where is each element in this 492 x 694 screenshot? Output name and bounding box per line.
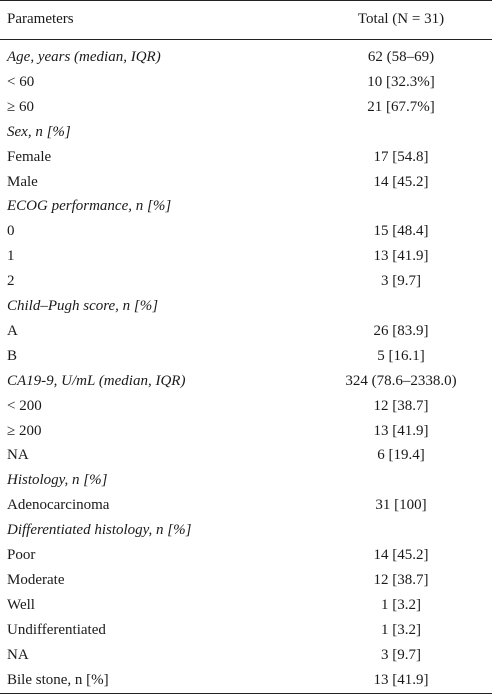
table-row (0, 95, 492, 120)
header-total: Total (N = 31) (357, 11, 445, 27)
row-value: 13 [41.9] (373, 422, 429, 439)
row-parameter: Child–Pugh score, n [%] (7, 298, 159, 314)
row-value: 3 [9.7] (381, 646, 421, 663)
row-value: 15 [48.4] (373, 223, 429, 240)
table-row (0, 419, 492, 444)
table-row (0, 70, 492, 95)
row-value: 21 [67.7%] (367, 98, 435, 115)
row-value: 26 [83.9] (373, 322, 429, 339)
table-row (0, 568, 492, 593)
row-parameter: Adenocarcinoma (7, 497, 110, 514)
table-row (0, 668, 492, 693)
table-row (0, 493, 492, 518)
row-value: 324 (78.6–2338.0) (345, 372, 457, 389)
table-row (0, 344, 492, 369)
row-parameter: Histology, n [%] (7, 472, 108, 489)
table-row (0, 443, 492, 468)
row-parameter: < 60 (7, 73, 35, 90)
row-parameter: 0 (7, 223, 15, 240)
table-row (0, 518, 492, 543)
table-row (0, 394, 492, 419)
table-row (0, 593, 492, 618)
table-row (0, 244, 492, 269)
table-row (0, 294, 492, 319)
row-value: 31 [100] (375, 497, 427, 514)
row-value: 13 [41.9] (373, 248, 429, 265)
table-row (0, 319, 492, 344)
row-parameter: Poor (7, 547, 36, 563)
table-row (0, 170, 492, 195)
row-parameter: Female (7, 148, 52, 165)
table-row (0, 120, 492, 145)
header-parameters: Parameters (7, 11, 74, 27)
row-parameter: ≥ 60 (7, 98, 34, 115)
row-parameter: ≥ 200 (7, 422, 42, 439)
table-row (0, 145, 492, 170)
row-value: 62 (58–69) (367, 49, 435, 65)
table-row (0, 45, 492, 70)
row-parameter: Well (7, 596, 35, 613)
row-value: 3 [9.7] (381, 273, 421, 290)
row-parameter: 1 (7, 248, 15, 265)
row-value: 10 [32.3%] (367, 73, 435, 90)
row-value: 12 [38.7] (373, 397, 429, 414)
table-row (0, 194, 492, 219)
table-header-row (0, 7, 492, 32)
table-row (0, 468, 492, 493)
row-parameter: Bile stone, n [%] (7, 671, 109, 688)
row-parameter: Age, years (median, IQR) (7, 49, 161, 65)
row-value: 1 [3.2] (381, 596, 421, 613)
row-parameter: Moderate (7, 571, 65, 588)
table-row (0, 618, 492, 643)
row-parameter: B (7, 347, 18, 364)
table-row (0, 369, 492, 394)
table-row (0, 543, 492, 568)
row-value: 1 [3.2] (381, 621, 421, 638)
row-value: 6 [19.4] (377, 447, 425, 464)
table-row (0, 219, 492, 244)
row-value: 13 [41.9] (373, 671, 429, 688)
row-value: 17 [54.8] (373, 148, 429, 165)
row-parameter: 2 (7, 273, 15, 290)
row-parameter: < 200 (7, 397, 42, 414)
row-parameter: ECOG performance, n [%] (7, 198, 172, 215)
row-parameter: CA19-9, U/mL (median, IQR) (7, 372, 186, 389)
row-parameter: A (7, 322, 18, 339)
table-top-rule (0, 0, 492, 1)
table-header-rule (0, 39, 492, 40)
row-parameter: Undifferentiated (7, 621, 106, 638)
table-row (0, 643, 492, 668)
row-parameter: Sex, n [%] (7, 123, 71, 140)
row-value: 14 [45.2] (373, 547, 429, 563)
row-value: 12 [38.7] (373, 571, 429, 588)
row-value: 5 [16.1] (377, 347, 425, 364)
row-parameter: NA (7, 447, 29, 464)
row-parameter: Male (7, 173, 38, 190)
row-value: 14 [45.2] (373, 173, 429, 190)
table-row (0, 269, 492, 294)
row-parameter: Differentiated histology, n [%] (7, 522, 192, 539)
row-parameter: NA (7, 646, 29, 663)
